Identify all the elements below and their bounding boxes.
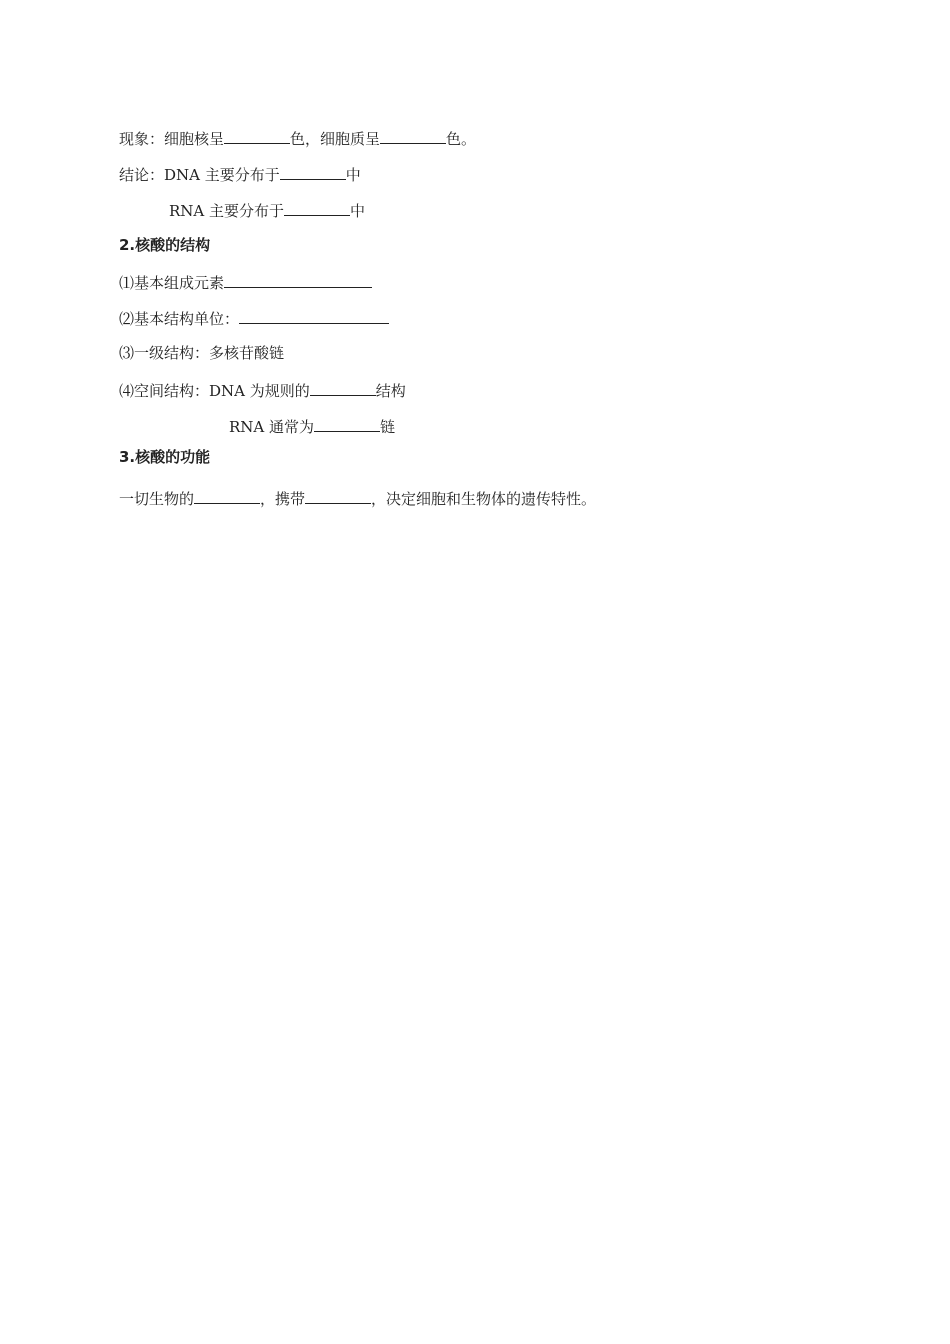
section3-text <box>119 487 596 509</box>
section2-item4 <box>119 379 406 401</box>
observation-label: 现象：细胞核呈 <box>119 130 225 148</box>
function-blank-2[interactable] <box>305 487 371 504</box>
elements-blank[interactable] <box>224 271 372 288</box>
item4b-end: 链 <box>380 418 396 436</box>
item4b-label: RNA 通常为 <box>229 418 315 436</box>
section2-item4b <box>229 415 395 437</box>
conclusion-dna-end: 中 <box>345 166 361 184</box>
observation-mid: 色，细胞质呈 <box>290 130 381 148</box>
nucleus-color-blank[interactable] <box>224 127 290 144</box>
conclusion-rna-line <box>169 199 365 221</box>
section3-heading: 3.核酸的功能 <box>119 448 211 466</box>
item2-label: ⑵基本结构单位： <box>119 310 240 328</box>
rna-strand-blank[interactable] <box>314 415 380 432</box>
rna-location-blank[interactable] <box>284 199 350 216</box>
section2-item1 <box>119 271 372 293</box>
section2-item2 <box>119 307 389 329</box>
section2-heading: 2.核酸的结构 <box>119 236 211 254</box>
conclusion-dna-line <box>119 163 361 185</box>
cytoplasm-color-blank[interactable] <box>380 127 446 144</box>
conclusion-rna-end: 中 <box>350 202 366 220</box>
conclusion-rna-label: RNA 主要分布于 <box>169 202 285 220</box>
unit-blank[interactable] <box>239 307 389 324</box>
section2-item3: ⑶一级结构：多核苷酸链 <box>119 344 285 362</box>
conclusion-dna-label: 结论：DNA 主要分布于 <box>119 166 280 184</box>
dna-location-blank[interactable] <box>280 163 346 180</box>
function-blank-1[interactable] <box>194 487 260 504</box>
section3-text-c: ，决定细胞和生物体的遗传特性。 <box>371 490 597 508</box>
section3-text-a: 一切生物的 <box>119 490 195 508</box>
observation-line <box>119 127 476 149</box>
observation-end: 色。 <box>446 130 477 148</box>
section3-text-b: ，携带 <box>260 490 306 508</box>
dna-structure-blank[interactable] <box>310 379 376 396</box>
item4-label: ⑷空间结构：DNA 为规则的 <box>119 382 310 400</box>
item4-end: 结构 <box>375 382 406 400</box>
item1-label: ⑴基本组成元素 <box>119 274 225 292</box>
